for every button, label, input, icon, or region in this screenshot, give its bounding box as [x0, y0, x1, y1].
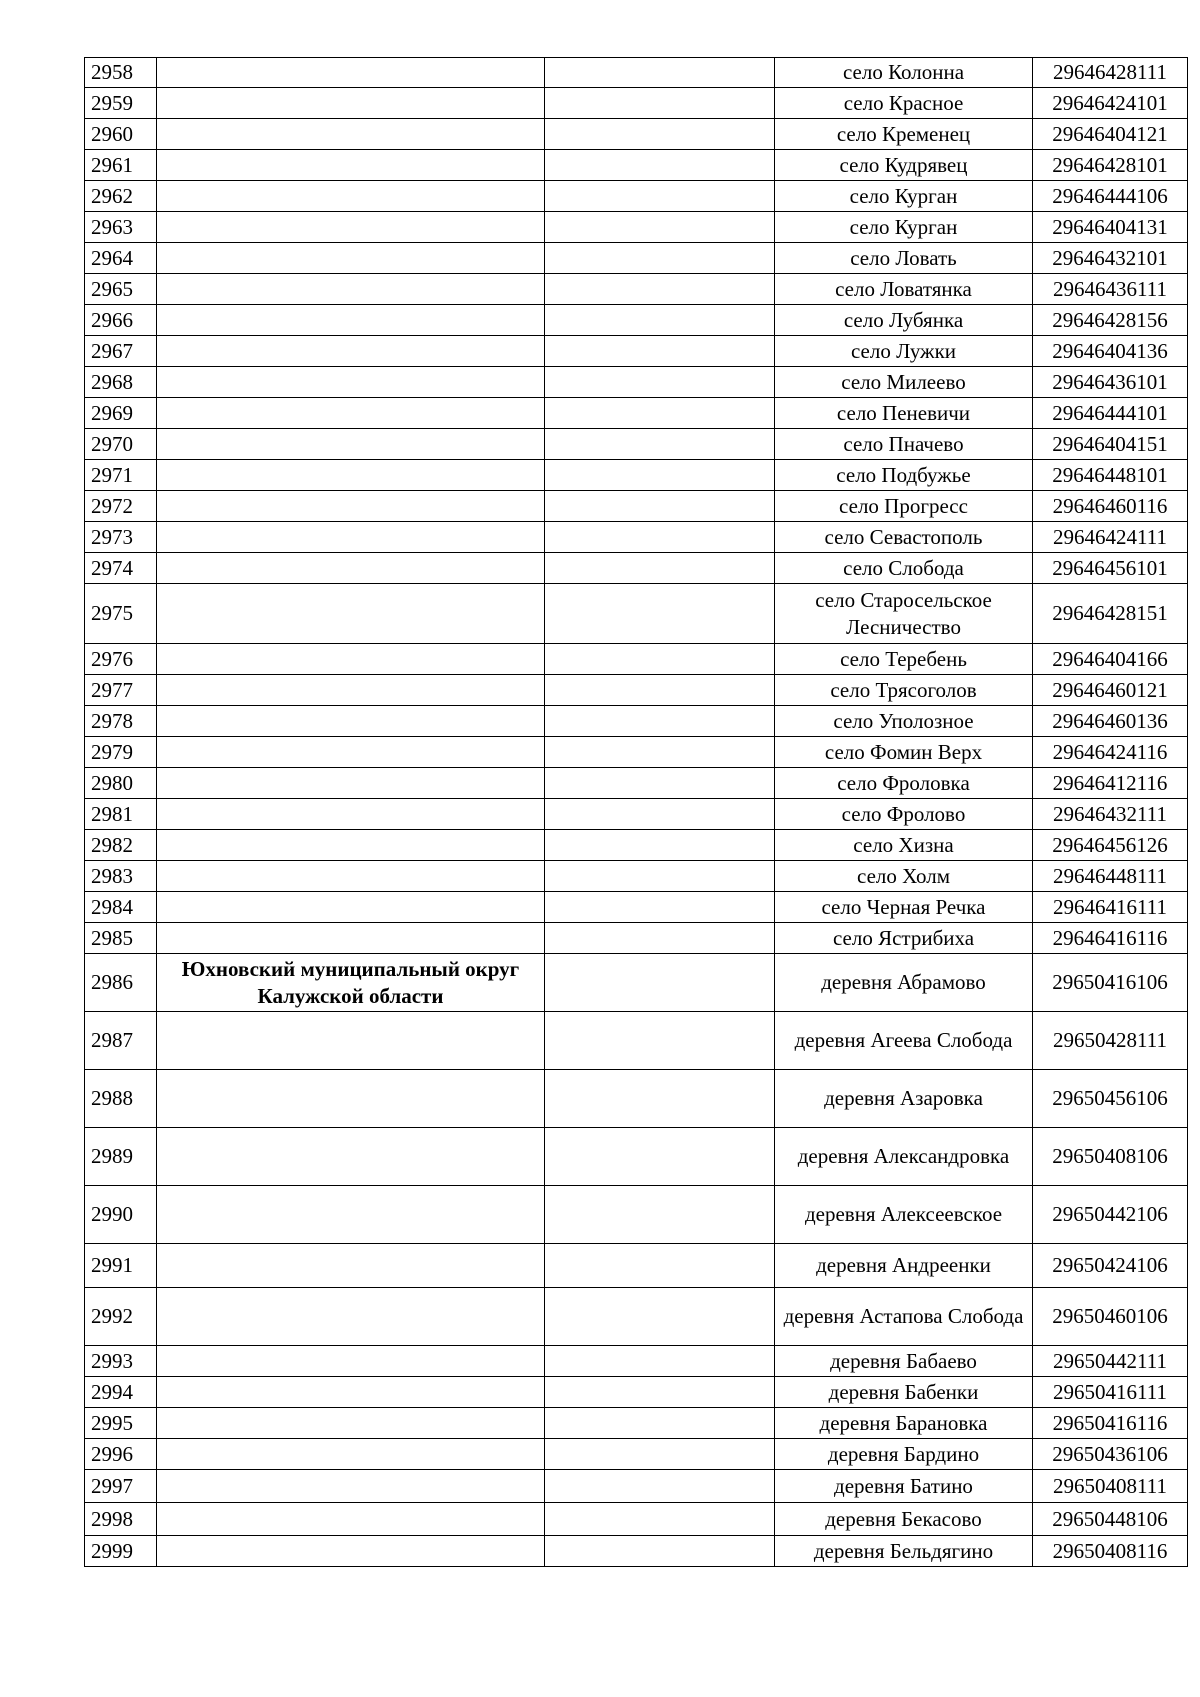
- empty-cell: [545, 429, 775, 460]
- empty-cell: [545, 675, 775, 706]
- row-number: 2969: [85, 398, 157, 429]
- row-number: 2998: [85, 1503, 157, 1536]
- empty-cell: [545, 522, 775, 553]
- oktmo-code: 29650436106: [1033, 1439, 1188, 1470]
- table-row: [85, 1536, 1188, 1567]
- empty-cell: [545, 398, 775, 429]
- row-number: 2986: [85, 954, 157, 1012]
- table-row: [85, 892, 1188, 923]
- settlement-name: село Теребень: [775, 644, 1033, 675]
- row-number: 2993: [85, 1346, 157, 1377]
- oktmo-code: 29650408111: [1033, 1470, 1188, 1503]
- row-number: 2997: [85, 1470, 157, 1503]
- table-row: [85, 553, 1188, 584]
- settlement-name: село Фомин Верх: [775, 737, 1033, 768]
- empty-cell: [545, 305, 775, 336]
- empty-cell: [545, 1470, 775, 1503]
- oktmo-code: 29646428151: [1033, 584, 1188, 644]
- table-row: [85, 1503, 1188, 1536]
- settlement-name: село Уполозное: [775, 706, 1033, 737]
- table-row: [85, 522, 1188, 553]
- settlement-name: деревня Агеева Слобода: [775, 1012, 1033, 1070]
- row-number: 2968: [85, 367, 157, 398]
- municipality-cell: [157, 1244, 545, 1288]
- table-row: [85, 737, 1188, 768]
- table-row: [85, 119, 1188, 150]
- empty-cell: [545, 1128, 775, 1186]
- settlement-name: село Ловатянка: [775, 274, 1033, 305]
- settlement-name: село Старосельское Лесничество: [775, 584, 1033, 644]
- row-number: 2981: [85, 799, 157, 830]
- table-row: [85, 861, 1188, 892]
- municipality-cell: [157, 553, 545, 584]
- municipality-cell: [157, 398, 545, 429]
- empty-cell: [545, 584, 775, 644]
- empty-cell: [545, 1377, 775, 1408]
- municipality-cell: [157, 1503, 545, 1536]
- row-number: 2967: [85, 336, 157, 367]
- table-row: [85, 58, 1188, 88]
- row-number: 2988: [85, 1070, 157, 1128]
- row-number: 2994: [85, 1377, 157, 1408]
- oktmo-code: 29646460116: [1033, 491, 1188, 522]
- oktmo-code: 29646444101: [1033, 398, 1188, 429]
- empty-cell: [545, 923, 775, 954]
- settlement-name: село Прогресс: [775, 491, 1033, 522]
- table-row: [85, 923, 1188, 954]
- table-row: [85, 954, 1188, 1012]
- empty-cell: [545, 150, 775, 181]
- oktmo-code: 29646428111: [1033, 58, 1188, 88]
- municipality-cell: [157, 1377, 545, 1408]
- table-row: [85, 212, 1188, 243]
- row-number: 2999: [85, 1536, 157, 1567]
- municipality-cell: [157, 522, 545, 553]
- municipality-cell: [157, 737, 545, 768]
- table-row: [85, 675, 1188, 706]
- oktmo-code: 29646404151: [1033, 429, 1188, 460]
- table-row: [85, 1012, 1188, 1070]
- empty-cell: [545, 861, 775, 892]
- municipality-cell: [157, 305, 545, 336]
- table-row: [85, 1470, 1188, 1503]
- settlement-name: село Кудрявец: [775, 150, 1033, 181]
- empty-cell: [545, 336, 775, 367]
- empty-cell: [545, 243, 775, 274]
- settlement-name: село Лужки: [775, 336, 1033, 367]
- table-row: [85, 460, 1188, 491]
- municipality-cell: [157, 274, 545, 305]
- row-number: 2958: [85, 58, 157, 88]
- empty-cell: [545, 1536, 775, 1567]
- settlement-name: село Колонна: [775, 58, 1033, 88]
- settlement-name: деревня Бабаево: [775, 1346, 1033, 1377]
- empty-cell: [545, 644, 775, 675]
- table-row: [85, 830, 1188, 861]
- municipality-cell: [157, 1186, 545, 1244]
- municipality-cell: [157, 243, 545, 274]
- oktmo-code: 29646404121: [1033, 119, 1188, 150]
- table-row: [85, 336, 1188, 367]
- municipality-cell: [157, 88, 545, 119]
- oktmo-code: 29646460136: [1033, 706, 1188, 737]
- empty-cell: [545, 1346, 775, 1377]
- table-row: [85, 150, 1188, 181]
- settlement-name: деревня Барановка: [775, 1408, 1033, 1439]
- row-number: 2970: [85, 429, 157, 460]
- municipality-cell: [157, 1128, 545, 1186]
- row-number: 2995: [85, 1408, 157, 1439]
- municipality-cell: [157, 429, 545, 460]
- settlement-name: село Красное: [775, 88, 1033, 119]
- row-number: 2974: [85, 553, 157, 584]
- oktmo-code: 29646448101: [1033, 460, 1188, 491]
- settlement-name: село Пначево: [775, 429, 1033, 460]
- municipality-cell: [157, 861, 545, 892]
- oktmo-code: 29646404136: [1033, 336, 1188, 367]
- settlement-name: село Трясоголов: [775, 675, 1033, 706]
- row-number: 2977: [85, 675, 157, 706]
- settlement-name: деревня Азаровка: [775, 1070, 1033, 1128]
- row-number: 2959: [85, 88, 157, 119]
- settlement-name: село Пеневичи: [775, 398, 1033, 429]
- table-row: [85, 1244, 1188, 1288]
- municipality-cell: [157, 212, 545, 243]
- table-row: [85, 1346, 1188, 1377]
- empty-cell: [545, 553, 775, 584]
- table-body: [85, 58, 1188, 1567]
- row-number: 2963: [85, 212, 157, 243]
- empty-cell: [545, 367, 775, 398]
- row-number: 2987: [85, 1012, 157, 1070]
- settlement-name: село Фроловка: [775, 768, 1033, 799]
- table-row: [85, 706, 1188, 737]
- table-row: [85, 305, 1188, 336]
- municipality-cell: [157, 1439, 545, 1470]
- municipality-cell: Юхновский муниципальный округ Калужской области: [157, 954, 545, 1012]
- municipality-cell: [157, 923, 545, 954]
- empty-cell: [545, 1012, 775, 1070]
- settlement-name: село Фролово: [775, 799, 1033, 830]
- oktmo-code: 29646444106: [1033, 181, 1188, 212]
- table-row: [85, 243, 1188, 274]
- oktmo-code: 29646448111: [1033, 861, 1188, 892]
- settlement-name: село Курган: [775, 212, 1033, 243]
- empty-cell: [545, 274, 775, 305]
- settlement-name: село Кременец: [775, 119, 1033, 150]
- settlement-name: село Подбужье: [775, 460, 1033, 491]
- oktmo-code: 29650428111: [1033, 1012, 1188, 1070]
- oktmo-code: 29646428156: [1033, 305, 1188, 336]
- empty-cell: [545, 768, 775, 799]
- settlement-name: село Курган: [775, 181, 1033, 212]
- row-number: 2979: [85, 737, 157, 768]
- settlement-name: село Милеево: [775, 367, 1033, 398]
- municipality-cell: [157, 181, 545, 212]
- row-number: 2976: [85, 644, 157, 675]
- settlement-name: село Ловать: [775, 243, 1033, 274]
- empty-cell: [545, 954, 775, 1012]
- oktmo-code: 29646404131: [1033, 212, 1188, 243]
- oktmo-code: 29650416111: [1033, 1377, 1188, 1408]
- settlement-name: деревня Андреенки: [775, 1244, 1033, 1288]
- row-number: 2962: [85, 181, 157, 212]
- municipality-cell: [157, 644, 545, 675]
- table-row: [85, 274, 1188, 305]
- municipality-cell: [157, 1012, 545, 1070]
- table-row: [85, 1186, 1188, 1244]
- settlement-name: деревня Бекасово: [775, 1503, 1033, 1536]
- settlement-name: деревня Батино: [775, 1470, 1033, 1503]
- table-row: [85, 799, 1188, 830]
- row-number: 2965: [85, 274, 157, 305]
- oktmo-code: 29650424106: [1033, 1244, 1188, 1288]
- row-number: 2984: [85, 892, 157, 923]
- municipality-cell: [157, 491, 545, 522]
- municipality-cell: [157, 892, 545, 923]
- settlement-name: село Лубянка: [775, 305, 1033, 336]
- municipality-cell: [157, 706, 545, 737]
- oktmo-code: 29650448106: [1033, 1503, 1188, 1536]
- row-number: 2989: [85, 1128, 157, 1186]
- settlement-name: село Севастополь: [775, 522, 1033, 553]
- municipality-cell: [157, 1288, 545, 1346]
- settlement-name: село Черная Речка: [775, 892, 1033, 923]
- oktmo-code: 29646432101: [1033, 243, 1188, 274]
- table-row: [85, 1439, 1188, 1470]
- row-number: 2966: [85, 305, 157, 336]
- municipality-cell: [157, 1470, 545, 1503]
- municipality-cell: [157, 150, 545, 181]
- empty-cell: [545, 1186, 775, 1244]
- municipality-cell: [157, 1408, 545, 1439]
- municipality-cell: [157, 768, 545, 799]
- settlement-name: деревня Алексеевское: [775, 1186, 1033, 1244]
- oktmo-code: 29650416116: [1033, 1408, 1188, 1439]
- oktmo-code: 29646428101: [1033, 150, 1188, 181]
- row-number: 2996: [85, 1439, 157, 1470]
- municipality-cell: [157, 799, 545, 830]
- empty-cell: [545, 119, 775, 150]
- oktmo-code: 29650460106: [1033, 1288, 1188, 1346]
- settlement-name: деревня Астапова Слобода: [775, 1288, 1033, 1346]
- municipality-cell: [157, 336, 545, 367]
- empty-cell: [545, 830, 775, 861]
- empty-cell: [545, 1070, 775, 1128]
- table-row: [85, 1408, 1188, 1439]
- oktmo-code: 29650408116: [1033, 1536, 1188, 1567]
- oktmo-code: 29646416111: [1033, 892, 1188, 923]
- row-number: 2961: [85, 150, 157, 181]
- oktmo-code: 29646424111: [1033, 522, 1188, 553]
- table-row: [85, 181, 1188, 212]
- settlement-name: деревня Бардино: [775, 1439, 1033, 1470]
- empty-cell: [545, 1408, 775, 1439]
- row-number: 2964: [85, 243, 157, 274]
- row-number: 2978: [85, 706, 157, 737]
- row-number: 2980: [85, 768, 157, 799]
- municipality-cell: [157, 1070, 545, 1128]
- empty-cell: [545, 1244, 775, 1288]
- empty-cell: [545, 212, 775, 243]
- oktmo-code: 29646424101: [1033, 88, 1188, 119]
- table-row: [85, 1288, 1188, 1346]
- table-row: [85, 584, 1188, 644]
- row-number: 2992: [85, 1288, 157, 1346]
- row-number: 2960: [85, 119, 157, 150]
- oktmo-code: 29646456126: [1033, 830, 1188, 861]
- empty-cell: [545, 491, 775, 522]
- oktmo-code: 29646460121: [1033, 675, 1188, 706]
- oktmo-code: 29646412116: [1033, 768, 1188, 799]
- municipality-cell: [157, 830, 545, 861]
- oktmo-code: 29646416116: [1033, 923, 1188, 954]
- empty-cell: [545, 181, 775, 212]
- empty-cell: [545, 460, 775, 491]
- table-row: [85, 491, 1188, 522]
- oktmo-code: 29646432111: [1033, 799, 1188, 830]
- settlement-name: село Холм: [775, 861, 1033, 892]
- table-row: [85, 1070, 1188, 1128]
- settlements-table: [84, 57, 1188, 1567]
- oktmo-code: 29650456106: [1033, 1070, 1188, 1128]
- table-row: [85, 1128, 1188, 1186]
- settlement-name: деревня Бабенки: [775, 1377, 1033, 1408]
- empty-cell: [545, 892, 775, 923]
- oktmo-code: 29650408106: [1033, 1128, 1188, 1186]
- municipality-cell: [157, 584, 545, 644]
- empty-cell: [545, 706, 775, 737]
- settlement-name: деревня Бельдягино: [775, 1536, 1033, 1567]
- empty-cell: [545, 737, 775, 768]
- oktmo-code: 29650442106: [1033, 1186, 1188, 1244]
- table-row: [85, 768, 1188, 799]
- settlement-name: село Слобода: [775, 553, 1033, 584]
- empty-cell: [545, 799, 775, 830]
- oktmo-code: 29646456101: [1033, 553, 1188, 584]
- table-row: [85, 644, 1188, 675]
- row-number: 2985: [85, 923, 157, 954]
- oktmo-code: 29650416106: [1033, 954, 1188, 1012]
- row-number: 2972: [85, 491, 157, 522]
- oktmo-code: 29646436101: [1033, 367, 1188, 398]
- table-row: [85, 367, 1188, 398]
- municipality-cell: [157, 367, 545, 398]
- empty-cell: [545, 58, 775, 88]
- municipality-cell: [157, 119, 545, 150]
- row-number: 2991: [85, 1244, 157, 1288]
- row-number: 2990: [85, 1186, 157, 1244]
- empty-cell: [545, 1288, 775, 1346]
- empty-cell: [545, 1503, 775, 1536]
- oktmo-code: 29650442111: [1033, 1346, 1188, 1377]
- table-row: [85, 88, 1188, 119]
- municipality-cell: [157, 460, 545, 491]
- table-row: [85, 1377, 1188, 1408]
- oktmo-code: 29646424116: [1033, 737, 1188, 768]
- settlement-name: село Ястрибиха: [775, 923, 1033, 954]
- settlement-name: село Хизна: [775, 830, 1033, 861]
- row-number: 2983: [85, 861, 157, 892]
- municipality-cell: [157, 675, 545, 706]
- table-row: [85, 398, 1188, 429]
- row-number: 2973: [85, 522, 157, 553]
- oktmo-code: 29646436111: [1033, 274, 1188, 305]
- settlement-name: деревня Абрамово: [775, 954, 1033, 1012]
- municipality-cell: [157, 1536, 545, 1567]
- row-number: 2971: [85, 460, 157, 491]
- row-number: 2982: [85, 830, 157, 861]
- row-number: 2975: [85, 584, 157, 644]
- empty-cell: [545, 1439, 775, 1470]
- municipality-cell: [157, 58, 545, 88]
- municipality-cell: [157, 1346, 545, 1377]
- table-row: [85, 429, 1188, 460]
- settlement-name: деревня Александровка: [775, 1128, 1033, 1186]
- oktmo-code: 29646404166: [1033, 644, 1188, 675]
- empty-cell: [545, 88, 775, 119]
